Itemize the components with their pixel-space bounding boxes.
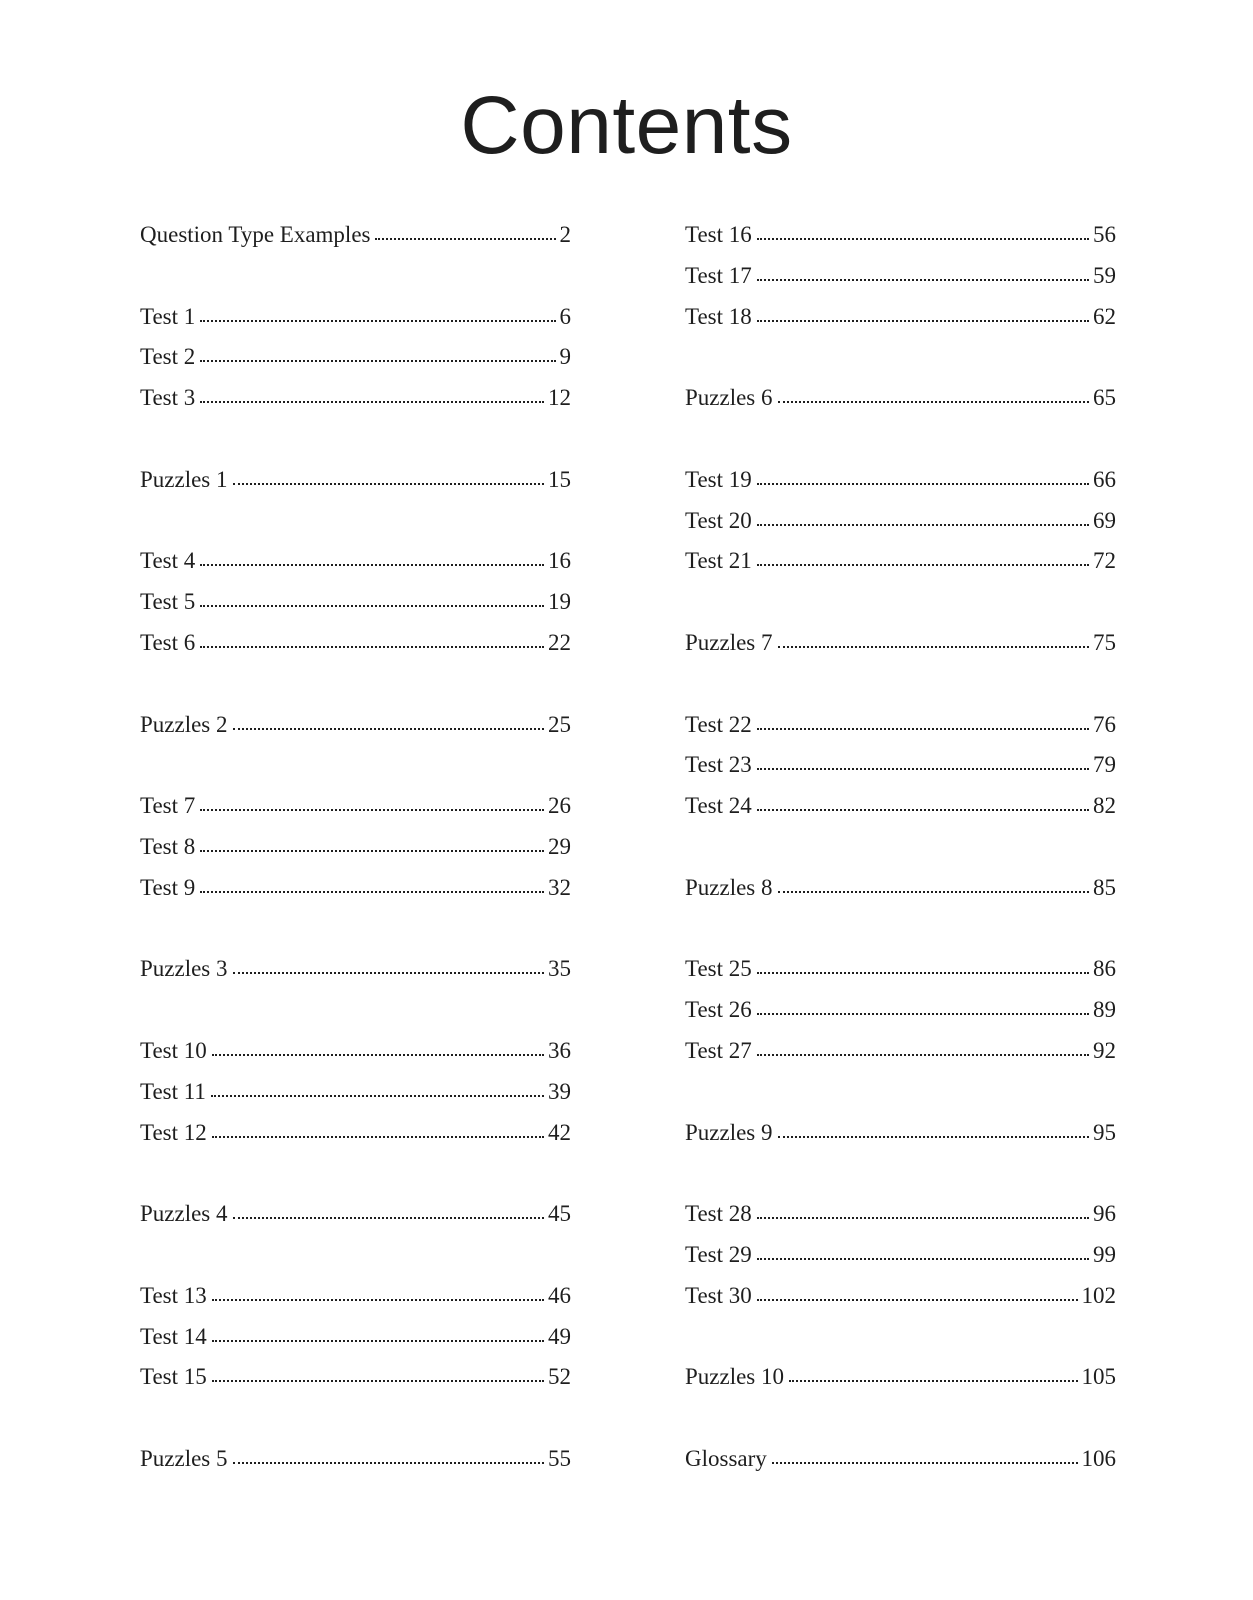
toc-entry-page-number: 99 (1093, 1241, 1116, 1267)
dot-leader (233, 1201, 544, 1221)
toc-entry-page-number: 16 (548, 548, 571, 574)
dot-leader (200, 304, 555, 324)
toc-entry-label: Puzzles 8 (685, 874, 773, 900)
toc-entry[interactable] (140, 623, 571, 664)
dot-leader (200, 630, 544, 650)
toc-entry-label: Test 13 (140, 1282, 207, 1308)
dot-leader (233, 467, 544, 487)
toc-entry-page-number: 35 (548, 956, 571, 982)
toc-entry[interactable] (140, 1276, 571, 1317)
toc-entry[interactable] (685, 745, 1116, 786)
toc-spacer (140, 1153, 571, 1194)
toc-entry[interactable] (140, 1439, 571, 1480)
toc-entry-page-number: 95 (1093, 1119, 1116, 1145)
toc-entry-label: Test 11 (140, 1078, 206, 1104)
toc-entry-page-number: 66 (1093, 466, 1116, 492)
toc-entry[interactable] (140, 949, 571, 990)
toc-spacer (140, 501, 571, 542)
toc-spacer (685, 582, 1116, 623)
dot-leader (200, 834, 544, 854)
toc-entry-label: Puzzles 1 (140, 466, 228, 492)
toc-entry-label: Test 22 (685, 711, 752, 737)
dot-leader (757, 1038, 1089, 1058)
toc-entry[interactable] (685, 256, 1116, 297)
toc-entry-page-number: 69 (1093, 507, 1116, 533)
dot-leader (211, 1079, 544, 1099)
toc-entry-label: Test 9 (140, 874, 196, 900)
toc-entry-page-number: 15 (548, 466, 571, 492)
toc-spacer (140, 419, 571, 460)
toc-entry-label: Test 25 (685, 956, 752, 982)
toc-entry-label: Puzzles 6 (685, 385, 773, 411)
toc-spacer (685, 1153, 1116, 1194)
toc-entry-page-number: 42 (548, 1119, 571, 1145)
toc-entry[interactable] (685, 378, 1116, 419)
toc-entry[interactable] (140, 1357, 571, 1398)
dot-leader (757, 793, 1089, 813)
toc-entry-label: Test 29 (685, 1241, 752, 1267)
toc-entry-label: Test 19 (685, 466, 752, 492)
toc-spacer (685, 1398, 1116, 1439)
toc-entry-page-number: 76 (1093, 711, 1116, 737)
dot-leader (200, 385, 544, 405)
toc-entry-page-number: 65 (1093, 385, 1116, 411)
dot-leader (757, 1201, 1089, 1221)
toc-spacer (685, 337, 1116, 378)
toc-entry-page-number: 12 (548, 385, 571, 411)
dot-leader (212, 1120, 544, 1140)
toc-entry-page-number: 102 (1081, 1282, 1116, 1308)
toc-entry-page-number: 72 (1093, 548, 1116, 574)
toc-entry-page-number: 52 (548, 1364, 571, 1390)
dot-leader (789, 1364, 1077, 1384)
toc-entry-page-number: 56 (1093, 222, 1116, 247)
toc-entry[interactable] (140, 868, 571, 909)
toc-spacer (140, 909, 571, 950)
toc-entry-label: Test 14 (140, 1323, 207, 1349)
toc-entry-page-number: 96 (1093, 1201, 1116, 1227)
dot-leader (200, 589, 544, 609)
toc-entry-page-number: 25 (548, 711, 571, 737)
dot-leader (778, 630, 1089, 650)
toc-entry[interactable] (685, 501, 1116, 542)
dot-leader (757, 1283, 1078, 1303)
toc-entry-label: Test 23 (685, 752, 752, 778)
dot-leader (757, 222, 1089, 242)
toc-entry-page-number: 19 (548, 589, 571, 615)
toc-entry[interactable] (140, 460, 571, 501)
toc-entry-page-number: 32 (548, 874, 571, 900)
toc-entry-page-number: 55 (548, 1445, 571, 1471)
toc-entry[interactable] (140, 337, 571, 378)
toc-entry[interactable] (685, 460, 1116, 501)
toc-entry[interactable] (140, 378, 571, 419)
toc-entry-page-number: 62 (1093, 303, 1116, 329)
toc-entry[interactable] (140, 1031, 571, 1072)
toc-entry[interactable] (685, 786, 1116, 827)
toc-entry[interactable] (140, 215, 571, 256)
toc-spacer (685, 419, 1116, 460)
toc-entry[interactable] (685, 541, 1116, 582)
dot-leader (212, 1364, 544, 1384)
dot-leader (757, 712, 1089, 732)
dot-leader (757, 956, 1089, 976)
toc-entry-label: Question Type Examples (140, 222, 371, 247)
dot-leader (200, 875, 544, 895)
toc-entry[interactable] (140, 1113, 571, 1154)
toc-entry-page-number: 46 (548, 1282, 571, 1308)
toc-entry-page-number: 105 (1081, 1364, 1116, 1390)
toc-entry[interactable] (140, 1194, 571, 1235)
toc-entry-page-number: 45 (548, 1201, 571, 1227)
toc-spacer (685, 827, 1116, 868)
toc-spacer (140, 664, 571, 705)
dot-leader (757, 1242, 1089, 1262)
toc-entry-page-number: 106 (1081, 1445, 1116, 1471)
toc-entry-label: Test 28 (685, 1201, 752, 1227)
toc-entry[interactable] (685, 1357, 1116, 1398)
toc-entry[interactable] (685, 297, 1116, 338)
dot-leader (200, 793, 544, 813)
dot-leader (212, 1324, 544, 1344)
dot-leader (200, 548, 544, 568)
toc-entry-label: Test 4 (140, 548, 196, 574)
dot-leader (212, 1038, 544, 1058)
toc-entry-label: Test 27 (685, 1037, 752, 1063)
toc-entry-label: Test 24 (685, 793, 752, 819)
toc-entry-label: Test 12 (140, 1119, 207, 1145)
toc-entry[interactable] (140, 541, 571, 582)
toc-entry-label: Puzzles 3 (140, 956, 228, 982)
toc-entry[interactable] (685, 705, 1116, 746)
toc-entry-page-number: 75 (1093, 629, 1116, 655)
toc-entry-label: Test 6 (140, 629, 196, 655)
toc-entry[interactable] (685, 868, 1116, 909)
toc-entry-label: Test 16 (685, 222, 752, 247)
toc-entry-page-number: 59 (1093, 262, 1116, 288)
toc-entry-label: Puzzles 5 (140, 1445, 228, 1471)
dot-leader (757, 548, 1089, 568)
toc-entry-page-number: 36 (548, 1037, 571, 1063)
toc-spacer (140, 990, 571, 1031)
toc-entry[interactable] (685, 990, 1116, 1031)
toc-entry-label: Puzzles 9 (685, 1119, 773, 1145)
toc-entry-label: Test 30 (685, 1282, 752, 1308)
toc-entry-label: Test 20 (685, 507, 752, 533)
dot-leader (757, 304, 1089, 324)
toc-entry-page-number: 86 (1093, 956, 1116, 982)
dot-leader (757, 508, 1089, 528)
toc-entry-label: Test 26 (685, 997, 752, 1023)
toc-entry[interactable] (685, 1439, 1116, 1480)
toc-spacer (685, 1317, 1116, 1358)
dot-leader (212, 1283, 544, 1303)
toc-spacer (685, 1072, 1116, 1113)
dot-leader (757, 263, 1089, 283)
dot-leader (772, 1446, 1078, 1466)
toc-entry[interactable] (685, 1235, 1116, 1276)
toc-left-column (140, 215, 571, 1480)
toc-entry[interactable] (140, 582, 571, 623)
toc-entry-label: Test 2 (140, 344, 196, 370)
dot-leader (200, 344, 555, 364)
toc-entry[interactable] (140, 297, 571, 338)
toc-spacer (685, 664, 1116, 705)
toc-entry[interactable] (685, 1031, 1116, 1072)
toc-entry[interactable] (685, 623, 1116, 664)
toc-entry-label: Test 3 (140, 385, 196, 411)
dot-leader (233, 956, 544, 976)
toc-entry[interactable] (685, 1194, 1116, 1235)
toc-entry-page-number: 49 (548, 1323, 571, 1349)
toc-entry-label: Test 21 (685, 548, 752, 574)
dot-leader (233, 712, 544, 732)
toc-entry-page-number: 9 (559, 344, 571, 370)
toc-entry-label: Puzzles 7 (685, 629, 773, 655)
toc-entry-page-number: 6 (559, 303, 571, 329)
toc-entry-label: Glossary (685, 1445, 767, 1471)
toc-spacer (140, 256, 571, 297)
toc-entry-page-number: 26 (548, 793, 571, 819)
dot-leader (757, 467, 1089, 487)
toc-entry-label: Test 8 (140, 833, 196, 859)
toc-entry-label: Puzzles 10 (685, 1364, 785, 1390)
toc-entry-label: Test 7 (140, 793, 196, 819)
toc-entry-page-number: 82 (1093, 793, 1116, 819)
toc-entry[interactable] (685, 949, 1116, 990)
dot-leader (778, 1120, 1089, 1140)
toc-right-column (685, 215, 1116, 1480)
dot-leader (757, 752, 1089, 772)
dot-leader (778, 875, 1089, 895)
toc-entry[interactable] (685, 1276, 1116, 1317)
toc-entry-page-number: 39 (548, 1078, 571, 1104)
toc-entry-page-number: 2 (559, 222, 571, 247)
toc-entry[interactable] (140, 827, 571, 868)
toc-spacer (140, 745, 571, 786)
toc-entry-page-number: 92 (1093, 1037, 1116, 1063)
toc-entry-label: Test 15 (140, 1364, 207, 1390)
page-title: Contents (460, 80, 793, 171)
toc-entry-page-number: 89 (1093, 997, 1116, 1023)
toc-entry-page-number: 85 (1093, 874, 1116, 900)
toc-entry-label: Test 18 (685, 303, 752, 329)
toc-entry-page-number: 29 (548, 833, 571, 859)
toc-entry-page-number: 22 (548, 629, 571, 655)
toc-entry-label: Test 1 (140, 303, 196, 329)
toc-entry-label: Test 17 (685, 262, 752, 288)
toc-entry-label: Test 5 (140, 589, 196, 615)
toc-entry[interactable] (140, 1317, 571, 1358)
dot-leader (757, 997, 1089, 1017)
dot-leader (375, 222, 555, 242)
toc-spacer (140, 1235, 571, 1276)
toc-entry[interactable] (140, 1072, 571, 1113)
dot-leader (778, 385, 1089, 405)
toc-entry-page-number: 79 (1093, 752, 1116, 778)
toc-entry[interactable] (140, 705, 571, 746)
toc-entry[interactable] (685, 1113, 1116, 1154)
dot-leader (233, 1446, 544, 1466)
toc-entry-label: Puzzles 2 (140, 711, 228, 737)
toc-spacer (685, 909, 1116, 950)
toc-entry[interactable] (140, 786, 571, 827)
toc-spacer (140, 1398, 571, 1439)
toc-entry-label: Test 10 (140, 1037, 207, 1063)
toc-entry[interactable] (685, 215, 1116, 256)
toc-entry-label: Puzzles 4 (140, 1201, 228, 1227)
